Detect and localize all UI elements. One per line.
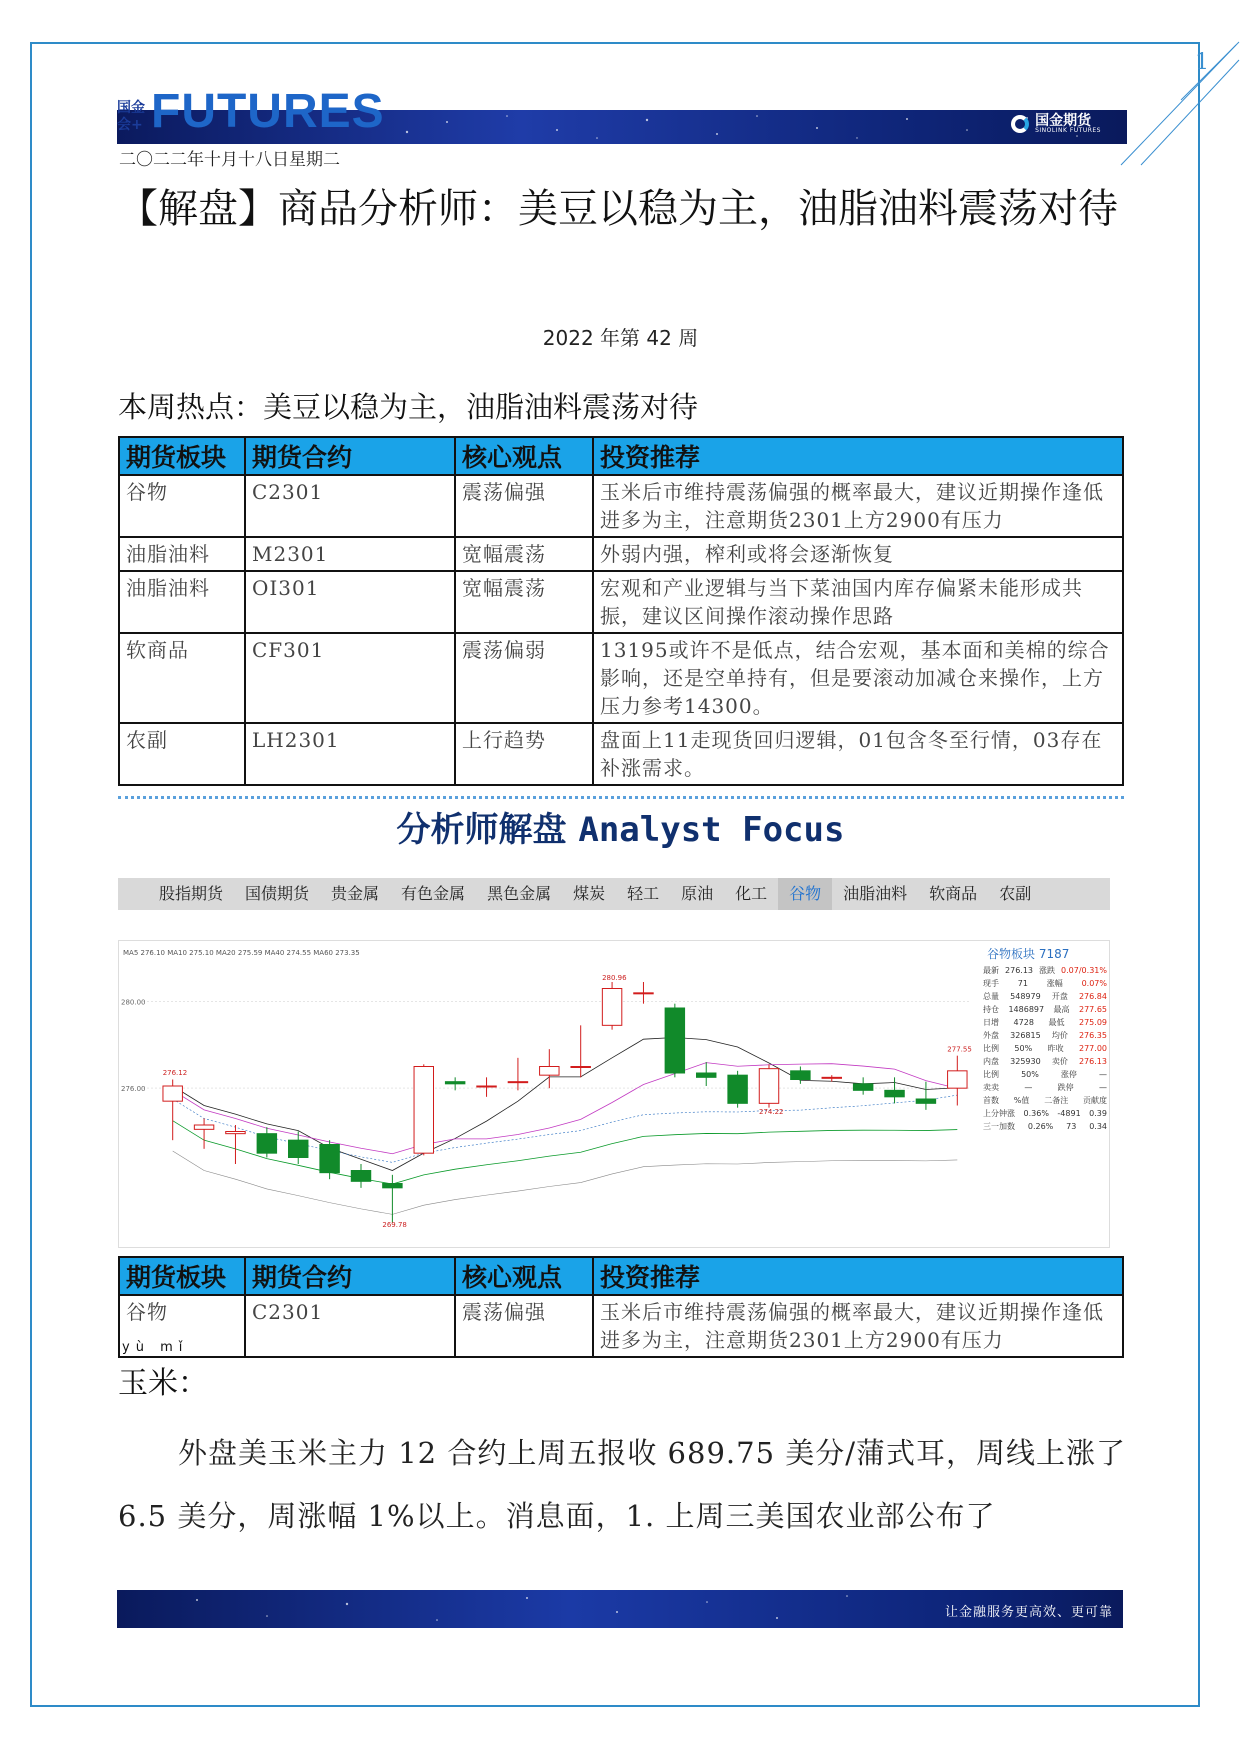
contract-cell: LH2301 <box>245 723 455 785</box>
price-annotation: 274.22 <box>759 1108 784 1117</box>
table-row <box>119 633 1123 723</box>
nav-item[interactable]: 股指期货 <box>159 884 224 903</box>
sector-cell: 农副 <box>119 723 245 785</box>
quote-cell: — <box>1024 1083 1033 1092</box>
hot-topic: 本周热点：美豆以稳为主，油脂油料震荡对待 <box>118 390 699 424</box>
table-row <box>119 537 1123 571</box>
nav-item[interactable]: 有色金属 <box>401 884 466 903</box>
quote-cell: 总量 <box>983 992 999 1001</box>
quote-cell: 首数 <box>983 1096 999 1105</box>
quote-row <box>977 1094 1111 1107</box>
quote-cell: 涨停 <box>1060 1070 1077 1079</box>
logo-en: FUTURES <box>151 85 385 138</box>
advice-cell: 13195或许不是低点，结合宏观，基本面和美棉的综合影响，还是空单持有，但是要滚动加减仓来操作，上方压力参考14300。 <box>593 633 1123 723</box>
page-number: 1 <box>1195 50 1209 75</box>
quote-cell: 325930 <box>1010 1057 1041 1066</box>
col-header: 核心观点 <box>455 1257 593 1295</box>
candle-body <box>822 1077 841 1078</box>
col-header: 期货板块 <box>119 1257 245 1295</box>
quote-cell: 277.65 <box>1079 1005 1107 1014</box>
col-header: 核心观点 <box>455 437 593 475</box>
quote-row <box>977 990 1111 1003</box>
table-row <box>119 475 1123 537</box>
nav-item[interactable]: 贵金属 <box>331 884 380 903</box>
brand-logo <box>1011 114 1101 134</box>
quote-cell: 276.13 <box>1078 1057 1107 1066</box>
footer-slogan: 让金融服务更高效、更可靠 <box>944 1605 1113 1620</box>
brand-mark-icon <box>1011 115 1029 133</box>
section-divider <box>118 796 1124 799</box>
contract-cell: C2301 <box>245 1295 455 1357</box>
price-annotation: 269.78 <box>382 1220 407 1229</box>
quote-cell: 0.34 <box>1089 1122 1107 1131</box>
candle-body <box>508 1082 527 1083</box>
quote-row <box>977 1081 1111 1094</box>
col-header: 期货合约 <box>245 437 455 475</box>
candle-body <box>571 1067 590 1068</box>
quote-cell: 277.00 <box>1079 1044 1107 1053</box>
focus-title-en: Analyst Focus <box>578 810 845 850</box>
price-annotation: 276.12 <box>162 1069 188 1078</box>
candle-body <box>414 1067 433 1154</box>
view-cell: 宽幅震荡 <box>455 537 593 571</box>
quote-cell: 跌停 <box>1057 1083 1074 1092</box>
candle-body <box>445 1082 464 1084</box>
quote-cell: 比例 <box>983 1044 999 1053</box>
corn-pinyin: yù mǐ <box>122 1340 189 1355</box>
quote-cell: 卖价 <box>1051 1057 1068 1066</box>
y-tick-label: 280.00 <box>121 998 146 1007</box>
view-cell: 上行趋势 <box>455 723 593 785</box>
candle-body <box>351 1171 370 1182</box>
brand-en: SINOLINK FUTURES <box>1035 127 1101 134</box>
advice-cell: 玉米后市维持震荡偏强的概率最大，建议近期操作逢低进多为主，注意期货2301上方2900有压力 <box>593 475 1123 537</box>
quote-cell: 0.39 <box>1089 1109 1107 1118</box>
view-cell: 宽幅震荡 <box>455 571 593 633</box>
brand-name: 国金期货 <box>1035 113 1092 129</box>
sector-cell: 谷物 <box>119 1295 245 1357</box>
ma-legend: MA5 276.10 MA10 275.10 MA20 275.59 MA40 274.55 MA60 273.35 <box>123 949 360 957</box>
quote-cell: 三一加数 <box>983 1122 1015 1131</box>
quote-cell: 昨收 <box>1047 1044 1064 1053</box>
quote-cell: 涨跌 <box>1039 966 1056 975</box>
quote-row <box>977 1068 1111 1081</box>
candle-body <box>791 1071 810 1080</box>
page-title: 【解盘】商品分析师：美豆以稳为主，油脂油料震荡对待 <box>118 186 1118 232</box>
candle-body <box>634 993 653 994</box>
quote-cell: 50% <box>1021 1070 1039 1079</box>
corner-decoration <box>1111 40 1241 170</box>
quote-row <box>977 1055 1111 1068</box>
quote-cell: 0.36% <box>1023 1109 1049 1118</box>
quote-cell: 最新 <box>983 966 999 975</box>
candle-body <box>477 1086 496 1087</box>
quote-cell: 二备注 <box>1044 1096 1069 1105</box>
corn-paragraph: 外盘美玉米主力 12 合约上周五报收 689.75 美分/蒲式耳，周线上涨了 6.5 美分，周涨幅 1%以上。消息面，1. 上周三美国农业部公布了 <box>118 1436 1127 1533</box>
sector-cell: 软商品 <box>119 633 245 723</box>
candle-body <box>163 1086 182 1101</box>
ma60-line <box>173 1151 958 1214</box>
quote-cell: 贡献度 <box>1083 1096 1107 1105</box>
nav-item[interactable]: 轻工 <box>627 884 660 903</box>
candle-body <box>226 1132 245 1134</box>
candle-body <box>289 1140 308 1157</box>
quote-cell: 最高 <box>1053 1005 1070 1014</box>
contract-cell: C2301 <box>245 475 455 537</box>
contract-cell: CF301 <box>245 633 455 723</box>
contract-cell: M2301 <box>245 537 455 571</box>
candle-body <box>759 1069 778 1104</box>
price-annotation: 280.96 <box>602 973 627 982</box>
quote-row <box>977 1120 1111 1133</box>
quote-cell: 1486897 <box>1008 1005 1045 1014</box>
nav-item[interactable]: 化工 <box>735 884 768 903</box>
report-date: 二〇二二年十月十八日星期二 <box>119 150 340 170</box>
nav-item[interactable]: 油脂油料 <box>843 884 908 903</box>
nav-item[interactable]: 农副 <box>999 884 1032 903</box>
candle-body <box>602 989 621 1026</box>
corn-heading <box>118 1340 208 1402</box>
candle-body <box>853 1084 872 1091</box>
quote-cell: 0.07% <box>1081 979 1107 988</box>
quote-cell: 比例 <box>983 1070 999 1079</box>
quote-cell: 50% <box>1014 1044 1033 1053</box>
quote-cell: %值 <box>1013 1096 1030 1105</box>
contract-cell: OI301 <box>245 571 455 633</box>
quote-row <box>977 1029 1111 1042</box>
quote-cell: 卖卖 <box>983 1083 999 1092</box>
nav-item[interactable]: 国债期货 <box>245 884 310 903</box>
view-cell: 震荡偏强 <box>455 1295 593 1357</box>
quote-cell: — <box>1098 1083 1107 1092</box>
quote-cell: 上分钟涨 <box>983 1109 1015 1118</box>
focus-title-cn: 分析师解盘 <box>396 810 567 850</box>
quote-cell: 最低 <box>1048 1018 1065 1027</box>
quote-row <box>977 964 1111 977</box>
quote-row <box>977 1016 1111 1029</box>
quote-row <box>977 1042 1111 1055</box>
quote-cell: 0.07/0.31% <box>1061 966 1107 975</box>
quote-cell: 持仓 <box>983 1005 999 1014</box>
nav-item[interactable]: 黑色金属 <box>487 884 552 903</box>
nav-item[interactable]: 煤炭 <box>573 884 606 903</box>
sector-nav <box>118 878 1110 910</box>
logo-cn: 国金会+ <box>117 100 145 133</box>
col-header: 期货板块 <box>119 437 245 475</box>
candle-body <box>916 1099 935 1103</box>
quote-cell: 275.09 <box>1079 1018 1107 1027</box>
candle-body <box>540 1067 559 1076</box>
quote-cell: 73 <box>1066 1122 1077 1131</box>
quote-cell: 276.13 <box>1005 966 1034 975</box>
quote-row <box>977 1107 1111 1120</box>
candle-body <box>665 1008 684 1073</box>
quote-cell: — <box>1098 1070 1107 1079</box>
col-header: 期货合约 <box>245 1257 455 1295</box>
quote-row <box>977 977 1111 990</box>
advice-cell: 玉米后市维持震荡偏强的概率最大，建议近期操作逢低进多为主，注意期货2301上方2900有压力 <box>593 1295 1123 1357</box>
corn-label: 玉米： <box>118 1366 208 1401</box>
chart-canvas <box>119 941 977 1249</box>
sector-cell: 谷物 <box>119 475 245 537</box>
sector-cell: 油脂油料 <box>119 571 245 633</box>
candle-body <box>194 1125 213 1129</box>
quote-cell: 0.26% <box>1027 1122 1054 1131</box>
candle-body <box>885 1090 904 1097</box>
recommendation-table <box>118 436 1124 786</box>
nav-item[interactable]: 原油 <box>681 884 714 903</box>
sector-cell: 油脂油料 <box>119 537 245 571</box>
quote-cell: 外盘 <box>983 1031 999 1040</box>
quote-cell: 内盘 <box>983 1057 999 1066</box>
quote-cell: 4728 <box>1013 1018 1034 1027</box>
quote-cell: 276.84 <box>1078 992 1107 1001</box>
quote-cell: -4891 <box>1057 1109 1081 1118</box>
quote-cell: 开盘 <box>1051 992 1068 1001</box>
logo <box>117 85 385 138</box>
view-cell: 震荡偏弱 <box>455 633 593 723</box>
footer-banner <box>117 1590 1123 1628</box>
advice-cell: 外弱内强，榨利或将会逐渐恢复 <box>593 537 1123 571</box>
col-header: 投资推荐 <box>593 1257 1123 1295</box>
advice-cell: 盘面上11走现货回归逻辑，01包含冬至行情，03存在补涨需求。 <box>593 723 1123 785</box>
candle-body <box>383 1184 402 1188</box>
quote-row <box>977 1003 1111 1016</box>
table-row <box>119 1295 1123 1357</box>
table-row <box>119 571 1123 633</box>
candle-body <box>320 1145 339 1173</box>
view-cell: 震荡偏强 <box>455 475 593 537</box>
quote-cell: 548979 <box>1010 992 1041 1001</box>
quote-cell: 71 <box>1017 979 1028 988</box>
candlestick-chart <box>118 940 1110 1248</box>
nav-item[interactable]: 软商品 <box>929 884 978 903</box>
candle-body <box>697 1073 716 1077</box>
quote-cell: 日增 <box>983 1018 999 1027</box>
candle-body <box>728 1075 747 1103</box>
col-header: 投资推荐 <box>593 437 1123 475</box>
quote-panel <box>977 941 1111 1249</box>
quote-cell: 276.35 <box>1078 1031 1107 1040</box>
week-label: 2022 年第 42 周 <box>542 326 699 350</box>
advice-cell: 宏观和产业逻辑与当下菜油国内库存偏紧未能形成共振，建议区间操作滚动操作思路 <box>593 571 1123 633</box>
candle-body <box>948 1071 967 1088</box>
price-annotation: 277.55 <box>947 1045 972 1054</box>
y-tick-label: 276.00 <box>121 1085 146 1094</box>
nav-item[interactable]: 谷物 <box>778 878 832 910</box>
quote-cell: 均价 <box>1051 1031 1068 1040</box>
quote-cell: 涨幅 <box>1046 979 1063 988</box>
table-row <box>119 723 1123 785</box>
corn-table <box>118 1256 1124 1358</box>
quote-cell: 现手 <box>983 979 999 988</box>
quote-cell: 326815 <box>1010 1031 1041 1040</box>
quote-panel-title: 谷物板块 7187 <box>987 947 1070 961</box>
focus-title <box>0 802 1241 851</box>
candle-body <box>257 1134 276 1154</box>
